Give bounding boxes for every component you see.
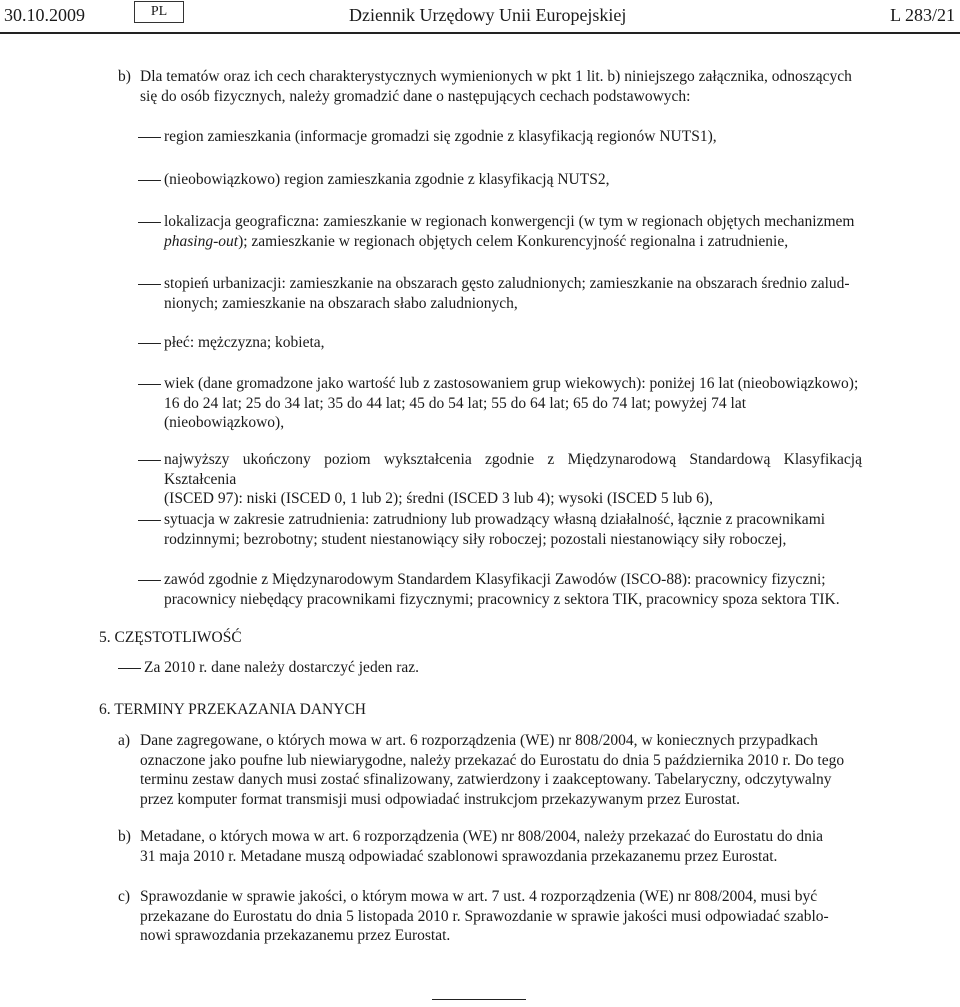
section-6-b-paragraph	[140, 827, 862, 866]
list-item-line: pracownicy niebędący pracownikami fizycznymi; pracownicy z sektora TIK, pracownicy spoza sektora TIK.	[164, 590, 840, 608]
intro-label: b)	[118, 68, 131, 85]
paragraph-line: Metadane, o których mowa w art. 6 rozporządzenia (WE) nr 808/2004, należy przekazać do Eurostatu do dnia	[140, 828, 824, 845]
list-item-line: płeć: mężczyzna; kobieta,	[164, 334, 325, 351]
dash-icon	[138, 180, 161, 181]
dash-icon	[138, 580, 161, 581]
section-5-item: Za 2010 r. dane należy dostarczyć jeden raz.	[144, 659, 419, 676]
section-6-c-paragraph	[140, 887, 862, 946]
dash-icon	[138, 520, 161, 521]
section-6-a-paragraph	[140, 731, 862, 809]
section-6-c-label: c)	[118, 888, 131, 905]
dash-icon	[138, 384, 161, 385]
page-header	[0, 0, 960, 34]
header-rule	[0, 32, 960, 34]
dash-icon	[138, 137, 161, 138]
list-item	[164, 510, 862, 549]
list-item-line: lokalizacja geograficzna: zamieszkanie w regionach konwergencji (w tym w regionach objętych mechanizmem	[164, 213, 855, 230]
paragraph-line: przekazane do Eurostatu do dnia 5 listopada 2010 r. Sprawozdanie w sprawie jakości musi odpowiadać szablo-	[140, 907, 829, 925]
paragraph-line: Dane zagregowane, o których mowa w art. 6 rozporządzenia (WE) nr 808/2004, w koniecznych przypadkach	[140, 732, 818, 749]
paragraph-line: nowi sprawozdania przekazanemu przez Eurostat.	[140, 927, 451, 944]
list-item-line: region zamieszkania (informacje gromadzi się zgodnie z klasyfikacją regionów NUTS1),	[164, 128, 717, 145]
list-item-line: wiek (dane gromadzone jako wartość lub z zastosowaniem grup wiekowych): poniżej 16 lat (nieobowiązkowo);	[164, 375, 859, 392]
dash-icon	[138, 343, 161, 344]
intro-line-1: Dla tematów oraz ich cech charakterystycznych wymienionych w pkt 1 lit. b) niniejszego załącznika, odnoszących	[140, 68, 852, 85]
list-item	[164, 212, 862, 251]
list-item	[164, 170, 862, 190]
list-item	[164, 274, 862, 313]
list-item-line: sytuacja w zakresie zatrudnienia: zatrudniony lub prowadzący własną działalność, łącznie z pracownikami	[164, 511, 826, 528]
list-item-line: (ISCED 97): niski (ISCED 0, 1 lub 2); średni (ISCED 3 lub 4); wysoki (ISCED 5 lub 6),	[164, 490, 713, 507]
section-6-b-label: b)	[118, 828, 131, 845]
list-item-line: stopień urbanizacji: zamieszkanie na obszarach gęsto zaludnionych; zamieszkanie na obszarach średnio zalud-	[164, 275, 850, 292]
list-item-line: rodzinnymi; bezrobotny; student niestanowiący siły roboczej; pozostali niestanowiący siły roboczej,	[164, 530, 787, 548]
header-date: 30.10.2009	[4, 5, 85, 25]
language-badge: PL	[134, 1, 184, 23]
intro-line-2: się do osób fizycznych, należy gromadzić dane o następujących cechach podstawowych:	[140, 87, 691, 105]
paragraph-line: 31 maja 2010 r. Metadane muszą odpowiadać szablonowi sprawozdania przekazanemu przez Eurostat.	[140, 847, 778, 865]
list-item	[164, 127, 862, 147]
list-item	[164, 374, 862, 433]
intro-paragraph	[140, 67, 862, 106]
dash-icon	[118, 668, 141, 669]
dash-icon	[138, 222, 161, 223]
list-item-line: nionych; zamieszkanie na obszarach słabo zaludnionych,	[164, 294, 518, 312]
section-6-a-label: a)	[118, 732, 131, 749]
list-item-line: 16 do 24 lat; 25 do 34 lat; 35 do 44 lat; 45 do 54 lat; 55 do 64 lat; 65 do 74 lat; powyżej 74 lat	[164, 394, 747, 412]
list-item	[164, 333, 862, 353]
paragraph-line: Sprawozdanie w sprawie jakości, o którym mowa w art. 7 ust. 4 rozporządzenia (WE) nr 808/2004, musi być	[140, 888, 818, 905]
list-item-text: ); zamieszkanie w regionach objętych celem Konkurencyjność regionalna i zatrudnienie,	[238, 232, 789, 250]
list-item-line: (nieobowiązkowo),	[164, 414, 285, 431]
list-item-line: najwyższy ukończony poziom wykształcenia zgodnie z Międzynarodową Standardową Klasyfikacją Kształcenia	[164, 451, 862, 488]
list-item-line: zawód zgodnie z Międzynarodowym Standardem Klasyfikacji Zawodów (ISCO-88): pracownicy fizyczni;	[164, 571, 826, 588]
paragraph-line: terminu zestaw danych musi zostać sfinalizowany, zatwierdzony i zaakceptowany. Tabelaryczny, odczytywalny	[140, 771, 832, 788]
list-item	[164, 450, 862, 509]
dash-icon	[138, 460, 161, 461]
page-number: L 283/21	[890, 5, 955, 25]
paragraph-line: oznaczone jako poufne lub niewiarygodne, należy przekazać do Eurostatu do dnia 5 października 2010 r. Do tego	[140, 751, 845, 769]
footer-rule	[432, 999, 526, 1000]
journal-title: Dziennik Urzędowy Unii Europejskiej	[349, 5, 627, 25]
italic-term: phasing-out	[164, 232, 239, 250]
paragraph-line: przez komputer format transmisji musi odpowiadać instrukcjom przekazywanym przez Eurostat.	[140, 790, 741, 808]
list-item	[164, 570, 862, 609]
section-6-heading: 6. TERMINY PRZEKAZANIA DANYCH	[99, 701, 366, 718]
section-5-heading: 5. CZĘSTOTLIWOŚĆ	[99, 629, 242, 646]
list-item-line: (nieobowiązkowo) region zamieszkania zgodnie z klasyfikacją NUTS2,	[164, 171, 610, 188]
dash-icon	[138, 284, 161, 285]
list-item-line	[164, 232, 862, 252]
